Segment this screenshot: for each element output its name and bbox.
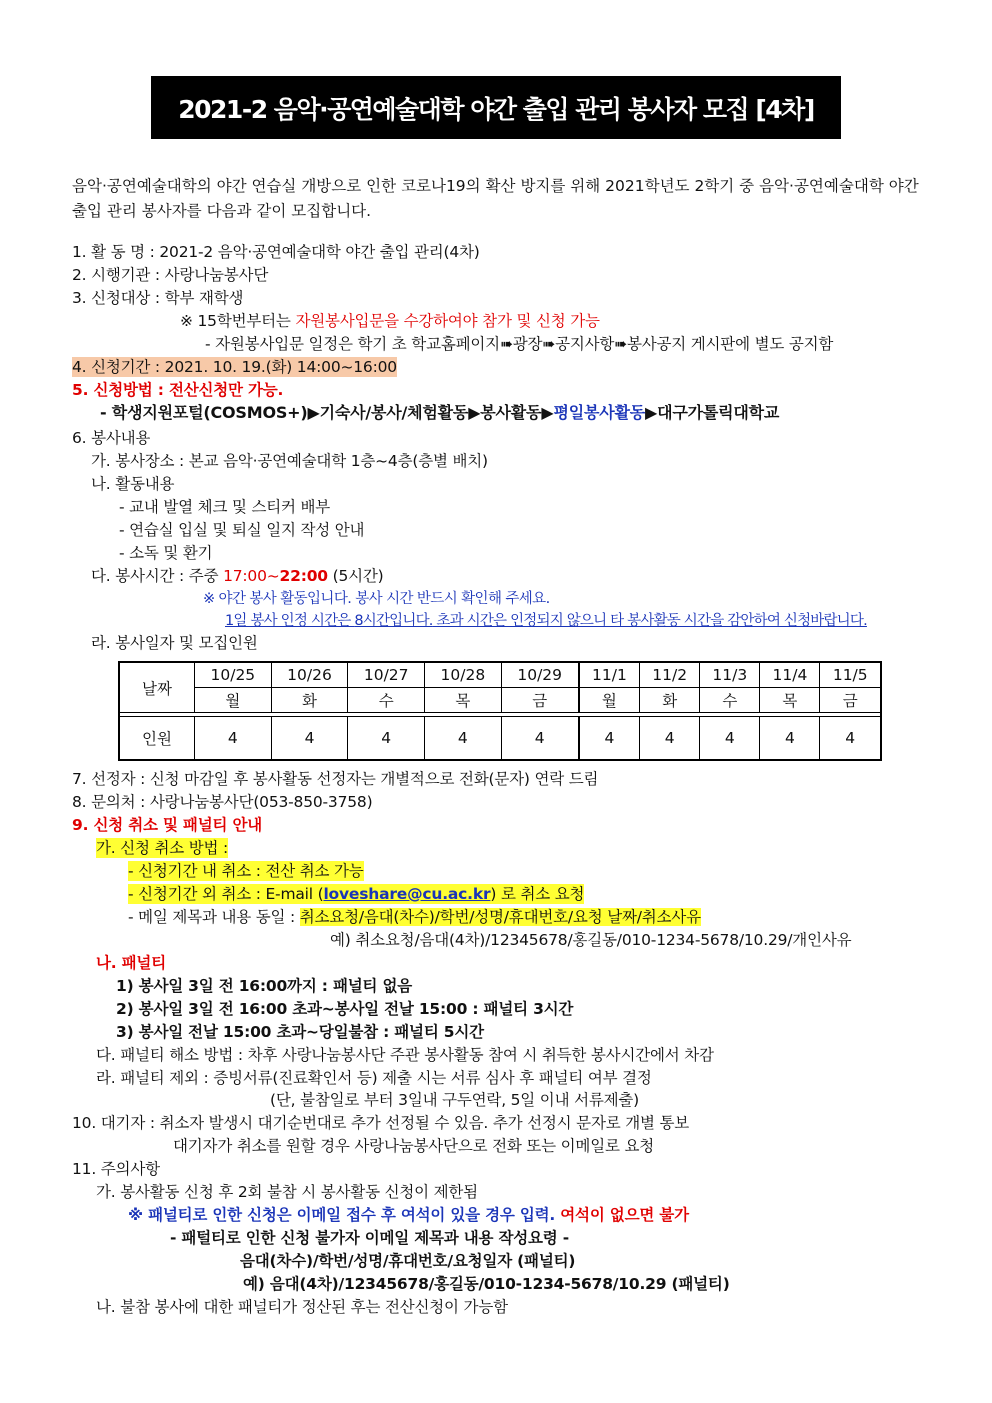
item-content-activities: 나. 활동내용 bbox=[91, 475, 175, 493]
activity-1: - 교내 발열 체크 및 스티커 배부 bbox=[119, 498, 331, 516]
cancel-mail-example: 예) 취소요청/음대(4차)/12345678/홍길동/010-1234-5678/10.29/개인사유 bbox=[330, 931, 852, 949]
date-cell: 11/2 bbox=[640, 662, 700, 688]
count-cell: 4 bbox=[425, 717, 502, 761]
page-title: 2021-2 음악·공연예술대학 야간 출입 관리 봉사자 모집 [4차] bbox=[151, 76, 841, 139]
item-waitlist: 10. 대기자 : 취소자 발생시 대기순번대로 추가 선정될 수 있음. 추가 선정시 문자로 개별 통보 bbox=[72, 1114, 690, 1132]
item-content-place: 가. 봉사장소 : 본교 음악·공연예술대학 1층~4층(층별 배치) bbox=[91, 452, 488, 470]
cancel-outside-period: - 신청기간 외 취소 : E-mail (loveshare@cu.ac.kr) 로 취소 요청 bbox=[128, 885, 585, 903]
cancel-within-period: - 신청기간 내 취소 : 전산 취소 가능 bbox=[128, 862, 364, 880]
item-activity-name: 1. 활 동 명 : 2021-2 음악·공연예술대학 야간 출입 관리(4차) bbox=[72, 243, 480, 261]
activity-3: - 소독 및 환기 bbox=[119, 544, 213, 562]
date-cell: 11/1 bbox=[579, 662, 640, 688]
count-cell: 4 bbox=[760, 717, 820, 761]
schedule-table bbox=[118, 661, 882, 761]
count-cell: 4 bbox=[501, 717, 579, 761]
item-method: 5. 신청방법 : 전산신청만 가능. bbox=[72, 381, 284, 399]
intro-paragraph: 음악·공연예술대학의 야간 연습실 개방으로 인한 코로나19의 확산 방지를 위해 2021학년도 2학기 중 음악·공연예술대학 야간 출입 관리 봉사자를 다음과 같이 모집합니다. bbox=[72, 177, 919, 220]
penalty-resolve: 다. 패널티 해소 방법 : 차후 사랑나눔봉사단 주관 봉사활동 참여 시 취득한 봉사시간에서 차감 bbox=[96, 1046, 714, 1064]
item-content-schedule: 라. 봉사일자 및 모집인원 bbox=[91, 634, 258, 652]
item-contact: 8. 문의처 : 사랑나눔봉사단(053-850-3758) bbox=[72, 793, 373, 811]
day-cell: 월 bbox=[579, 688, 640, 713]
hours-note-1: ※ 야간 봉사 활동입니다. 봉사 시간 반드시 확인해 주세요. bbox=[203, 591, 550, 607]
format-line: 음대(차수)/학번/성명/휴대번호/요청일자 (패널티) bbox=[240, 1252, 576, 1270]
cancel-method: 가. 신청 취소 방법 : bbox=[96, 839, 229, 857]
activity-2: - 연습실 입실 및 퇴실 일지 작성 안내 bbox=[119, 521, 365, 539]
hours-note-2: 1일 봉사 인정 시간은 8시간입니다. 초과 시간은 인정되지 않으니 타 봉사활동 시간을 감안하여 신청바랍니다. bbox=[225, 613, 867, 629]
item-target-sub: - 자원봉사입문 일정은 학기 초 학교홈페이지➠광장➠공지사항➠봉사공지 게시판에 별도 공지함 bbox=[205, 335, 834, 353]
penalty-header: 나. 패널티 bbox=[96, 954, 166, 972]
caution-1: 가. 봉사활동 신청 후 2회 불참 시 봉사활동 신청이 제한됨 bbox=[96, 1183, 478, 1201]
date-cell: 10/28 bbox=[425, 662, 502, 688]
item-selection: 7. 선정자 : 신청 마감일 후 봉사활동 선정자는 개별적으로 전화(문자) 연락 드림 bbox=[72, 770, 599, 788]
day-cell: 화 bbox=[640, 688, 700, 713]
date-cell: 10/27 bbox=[348, 662, 425, 688]
date-cell: 11/5 bbox=[820, 662, 881, 688]
penalty-3: 3) 봉사일 전날 15:00 초과~당일불참 : 패널티 5시간 bbox=[116, 1023, 484, 1041]
date-cell: 11/4 bbox=[760, 662, 820, 688]
date-cell: 10/26 bbox=[271, 662, 348, 688]
count-cell: 4 bbox=[820, 717, 881, 761]
count-cell: 4 bbox=[271, 717, 348, 761]
item-cautions: 11. 주의사항 bbox=[72, 1160, 160, 1178]
penalty-exempt-sub: (단, 불참일로 부터 3일내 구두연락, 5일 이내 서류제출) bbox=[270, 1091, 640, 1109]
format-example: 예) 음대(4차)/12345678/홍길동/010-1234-5678/10.29 (패널티) bbox=[243, 1275, 730, 1293]
date-cell: 10/25 bbox=[195, 662, 272, 688]
count-cell: 4 bbox=[348, 717, 425, 761]
format-title: - 패털티로 인한 신청 불가자 이메일 제목과 내용 작성요령 - bbox=[170, 1229, 570, 1247]
date-cell: 10/29 bbox=[501, 662, 579, 688]
item-target: 3. 신청대상 : 학부 재학생 bbox=[72, 289, 244, 307]
item-method-path: - 학생지원포털(COSMOS+)▶기숙사/봉사/체험활동▶봉사활동▶평일봉사활동▶대구가톨릭대학교 bbox=[100, 403, 780, 422]
day-cell: 금 bbox=[820, 688, 881, 713]
count-cell: 4 bbox=[700, 717, 760, 761]
day-cell: 수 bbox=[348, 688, 425, 713]
item-organizer: 2. 시행기관 : 사랑나눔봉사단 bbox=[72, 266, 269, 284]
caution-2: 나. 불참 봉사에 대한 패널티가 정산된 후는 전산신청이 가능함 bbox=[96, 1298, 508, 1316]
day-cell: 목 bbox=[760, 688, 820, 713]
count-header: 인원 bbox=[119, 717, 195, 761]
day-cell: 수 bbox=[700, 688, 760, 713]
penalty-2: 2) 봉사일 3일 전 16:00 초과~봉사일 전날 15:00 : 패널티 3시간 bbox=[116, 1000, 574, 1018]
count-cell: 4 bbox=[640, 717, 700, 761]
item-content: 6. 봉사내용 bbox=[72, 429, 151, 447]
item-content-hours: 다. 봉사시간 : 주중 17:00~22:00 (5시간) bbox=[91, 567, 384, 585]
caution-note: ※ 패널티로 인한 신청은 이메일 접수 후 여석이 있을 경우 입력. 여석이 없으면 불가 bbox=[128, 1206, 689, 1224]
cancel-mail-format: - 메일 제목과 내용 동일 : 취소요청/음대(차수)/학번/성명/휴대번호/요청 날짜/취소사유 bbox=[128, 908, 701, 926]
email-link[interactable]: loveshare@cu.ac.kr bbox=[323, 885, 491, 903]
date-cell: 11/3 bbox=[700, 662, 760, 688]
count-cell: 4 bbox=[579, 717, 640, 761]
count-cell: 4 bbox=[195, 717, 272, 761]
date-header: 날짜 bbox=[119, 662, 195, 713]
item-cancel-penalty: 9. 신청 취소 및 패널티 안내 bbox=[72, 816, 262, 834]
day-cell: 화 bbox=[271, 688, 348, 713]
day-cell: 월 bbox=[195, 688, 272, 713]
item-period: 4. 신청기간 : 2021. 10. 19.(화) 14:00~16:00 bbox=[72, 358, 397, 376]
item-target-note: ※ 15학번부터는 자원봉사입문을 수강하여야 참가 및 신청 가능 bbox=[180, 312, 600, 330]
day-cell: 목 bbox=[425, 688, 502, 713]
item-waitlist-sub: 대기자가 취소를 원할 경우 사랑나눔봉사단으로 전화 또는 이메일로 요청 bbox=[173, 1137, 655, 1155]
day-cell: 금 bbox=[501, 688, 579, 713]
penalty-1: 1) 봉사일 3일 전 16:00까지 : 패널티 없음 bbox=[116, 977, 413, 995]
penalty-exempt: 라. 패널티 제외 : 증빙서류(진료확인서 등) 제출 시는 서류 심사 후 패널티 여부 결정 bbox=[96, 1069, 652, 1087]
